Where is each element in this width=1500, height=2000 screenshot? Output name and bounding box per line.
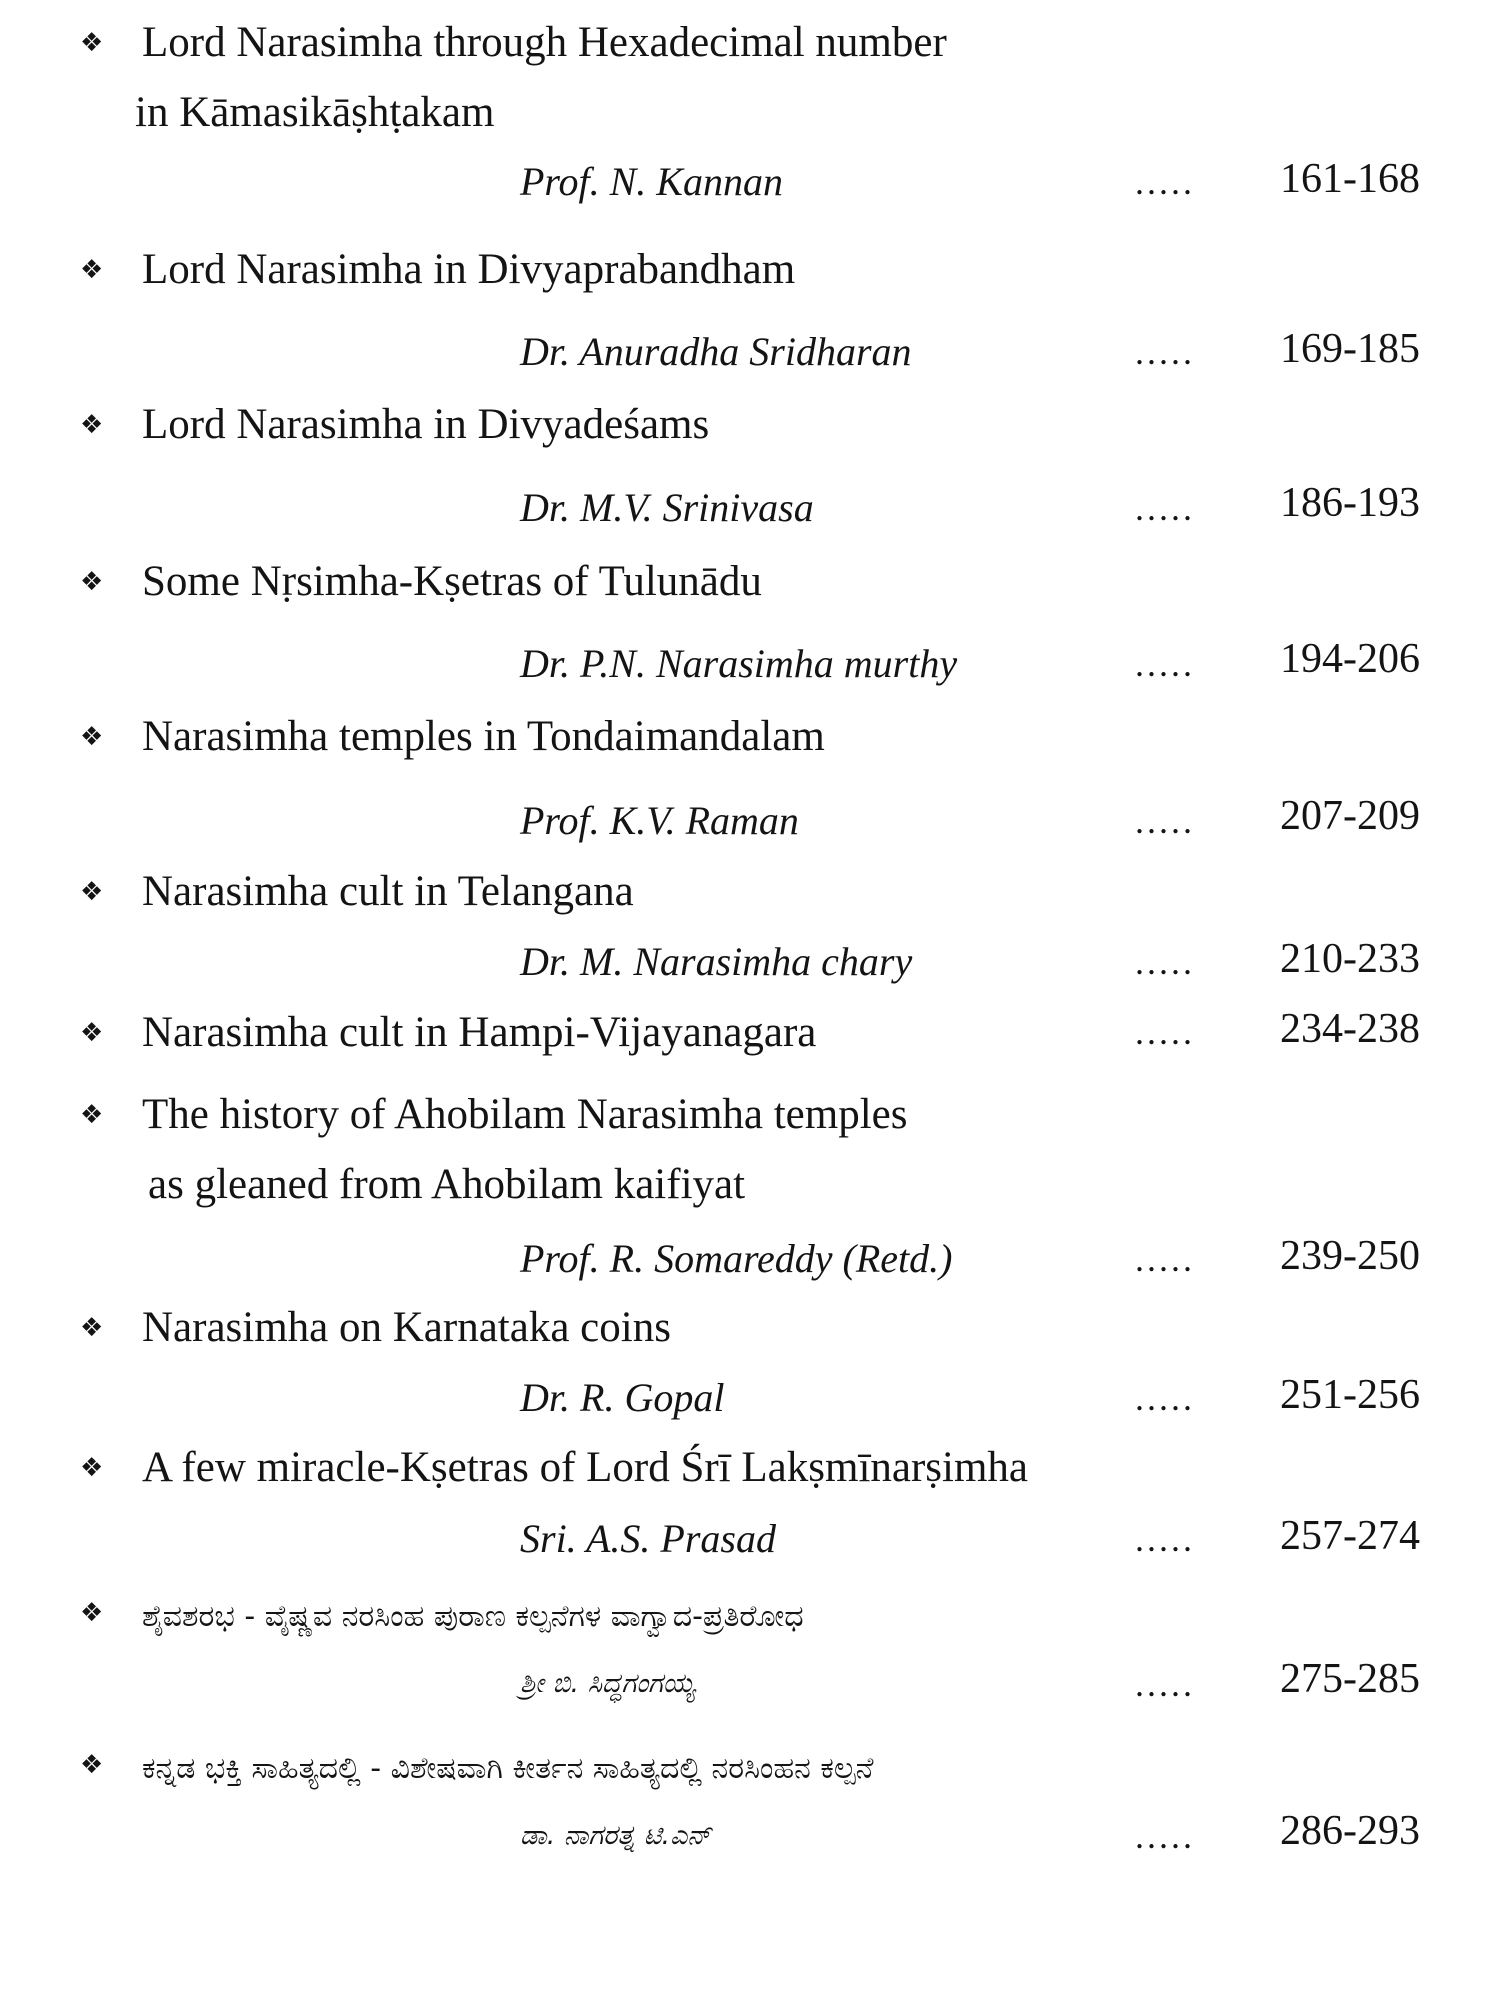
entry-title-text: Lord Narasimha in Divyaprabandham bbox=[142, 246, 796, 293]
leader-dots: ..... bbox=[1135, 488, 1195, 528]
leader-dots: ..... bbox=[1135, 801, 1195, 841]
entry-title-continuation: in Kāmasikāṣhṭakam bbox=[135, 89, 495, 136]
entry-author: Dr. Anuradha Sridharan bbox=[520, 329, 912, 374]
leader-dots: ..... bbox=[1135, 1378, 1195, 1418]
page-range: 210-233 bbox=[1280, 936, 1420, 982]
bullet-icon: ❖ bbox=[80, 1750, 104, 1780]
entry-title-continuation: as gleaned from Ahobilam kaifiyat bbox=[148, 1161, 746, 1208]
entry-title-text: Narasimha cult in Hampi-Vijayanagara bbox=[142, 1009, 817, 1056]
entry-author: Dr. R. Gopal bbox=[520, 1375, 725, 1420]
bullet-icon: ❖ bbox=[80, 567, 104, 597]
entry-title-text: Lord Narasimha in Divyadeśams bbox=[142, 401, 710, 448]
bullet-icon: ❖ bbox=[80, 1100, 104, 1130]
entry-title-text: The history of Ahobilam Narasimha temples bbox=[142, 1091, 908, 1138]
entry-title-text: Narasimha on Karnataka coins bbox=[142, 1304, 671, 1351]
page-range: 186-193 bbox=[1280, 480, 1420, 526]
page-range: 169-185 bbox=[1280, 326, 1420, 372]
bullet-icon: ❖ bbox=[80, 1598, 104, 1628]
leader-dots: ..... bbox=[1135, 1519, 1195, 1559]
bullet-icon: ❖ bbox=[80, 722, 104, 752]
entry-title bbox=[80, 1588, 804, 1642]
bullet-icon: ❖ bbox=[80, 255, 104, 285]
leader-dots: ..... bbox=[1135, 1816, 1195, 1856]
entry-author: Dr. P.N. Narasimha murthy bbox=[520, 641, 958, 686]
entry-title bbox=[80, 1443, 1028, 1493]
bullet-icon: ❖ bbox=[80, 1018, 104, 1048]
leader-dots: ..... bbox=[1135, 1012, 1195, 1052]
entry-title bbox=[80, 400, 709, 450]
entry-author: Sri. A.S. Prasad bbox=[520, 1516, 776, 1561]
leader-dots: ..... bbox=[1135, 332, 1195, 372]
bullet-icon: ❖ bbox=[80, 28, 104, 58]
leader-dots: ..... bbox=[1135, 942, 1195, 982]
bullet-icon: ❖ bbox=[80, 410, 104, 440]
page-range: 194-206 bbox=[1280, 636, 1420, 682]
page-range: 207-209 bbox=[1280, 793, 1420, 839]
page-range: 275-285 bbox=[1280, 1656, 1420, 1702]
entry-author: Prof. N. Kannan bbox=[520, 159, 783, 204]
entry-title bbox=[80, 557, 762, 607]
entry-author: ಡಾ. ನಾಗರತ್ನ ಟಿ.ಎನ್ bbox=[520, 1820, 712, 1851]
entry-title bbox=[80, 1090, 907, 1140]
entry-author: ಶ್ರೀ ಬಿ. ಸಿದ್ಧಗಂಗಯ್ಯ bbox=[520, 1668, 696, 1699]
leader-dots: ..... bbox=[1135, 1239, 1195, 1279]
entry-author: Prof. R. Somareddy (Retd.) bbox=[520, 1236, 953, 1281]
entry-title-text: ಕನ್ನಡ ಭಕ್ತಿ ಸಾಹಿತ್ಯದಲ್ಲಿ - ವಿಶೇಷವಾಗಿ ಕೀರ್ತನ ಸಾಹಿತ್ಯದಲ್ಲಿ ನರಸಿಂಹನ ಕಲ್ಪನೆ bbox=[142, 1751, 874, 1786]
page-range: 257-274 bbox=[1280, 1513, 1420, 1559]
bullet-icon: ❖ bbox=[80, 877, 104, 907]
page-range: 234-238 bbox=[1280, 1006, 1420, 1052]
entry-title-text: A few miracle-Kṣetras of Lord Śrī Lakṣmīnarṣimha bbox=[142, 1444, 1029, 1491]
page-range: 286-293 bbox=[1280, 1808, 1420, 1854]
entry-title bbox=[80, 867, 634, 917]
page-range: 161-168 bbox=[1280, 156, 1420, 202]
entry-title bbox=[80, 18, 947, 68]
entry-title-text: Lord Narasimha through Hexadecimal number bbox=[142, 19, 947, 66]
entry-title-text: Some Nṛsimha-Kṣetras of Tulunādu bbox=[142, 558, 762, 605]
entry-author: Dr. M. Narasimha chary bbox=[520, 939, 913, 984]
entry-title bbox=[80, 1303, 671, 1353]
leader-dots: ..... bbox=[1135, 162, 1195, 202]
bullet-icon: ❖ bbox=[80, 1313, 104, 1343]
entry-title bbox=[80, 1740, 873, 1794]
entry-title bbox=[80, 245, 795, 295]
entry-title-text: ಶೈವಶರಭ - ವೈಷ್ಣವ ನರಸಿಂಹ ಪುರಾಣ ಕಲ್ಪನೆಗಳ ವಾಗ್ವಾದ-ಪ್ರತಿರೋಧ bbox=[142, 1599, 804, 1634]
entry-title-text: Narasimha temples in Tondaimandalam bbox=[142, 713, 825, 760]
leader-dots: ..... bbox=[1135, 644, 1195, 684]
leader-dots: ..... bbox=[1135, 1664, 1195, 1704]
bullet-icon: ❖ bbox=[80, 1453, 104, 1483]
page-range: 239-250 bbox=[1280, 1233, 1420, 1279]
entry-author: Prof. K.V. Raman bbox=[520, 798, 799, 843]
entry-author: Dr. M.V. Srinivasa bbox=[520, 485, 814, 530]
entry-title bbox=[80, 712, 825, 762]
entry-title bbox=[80, 1008, 816, 1058]
entry-title-text: Narasimha cult in Telangana bbox=[142, 868, 634, 915]
page-range: 251-256 bbox=[1280, 1372, 1420, 1418]
